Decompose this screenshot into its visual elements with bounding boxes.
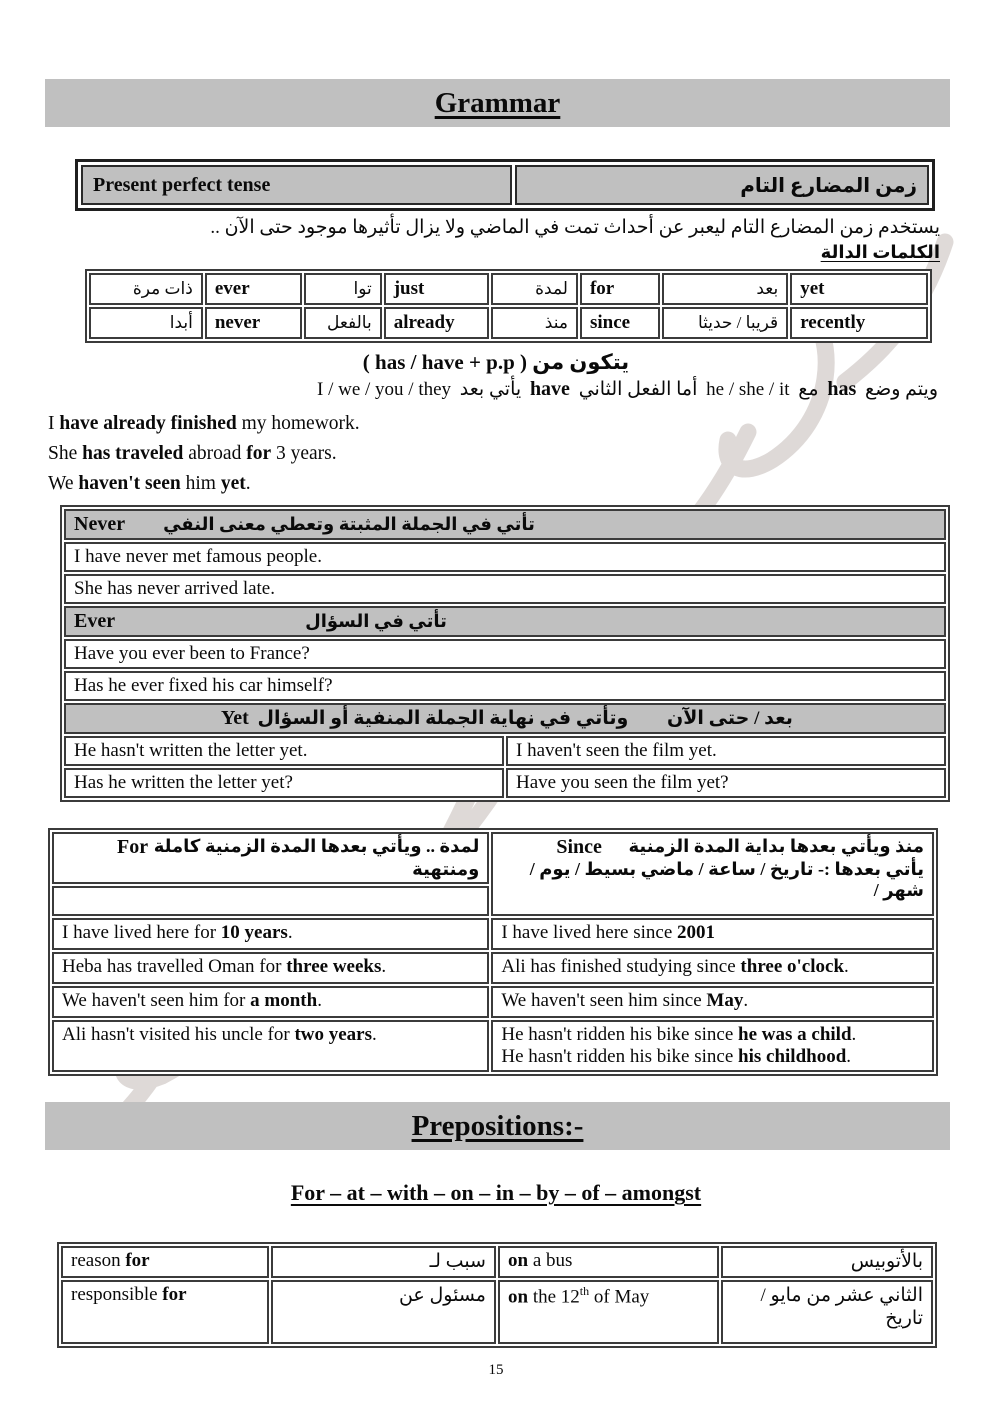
preposition-en: responsible for [61, 1280, 269, 1344]
since-note-line1: منذ ويأتي بعدها بداية المدة الزمنية [628, 836, 924, 856]
keyword-en: just [384, 273, 490, 305]
preposition-row [61, 1280, 933, 1344]
present-perfect-title-en: Present perfect tense [81, 165, 512, 205]
keyword-en: for [580, 273, 660, 305]
for-since-row [52, 1020, 934, 1072]
keyword-en: yet [790, 273, 928, 305]
yet-header [64, 703, 946, 734]
usage-ar-4: يأتي بعد [459, 379, 522, 400]
never-example: I have never met famous people. [64, 542, 946, 572]
keywords-label: الكلمات الدالة [820, 242, 940, 262]
for-since-row [52, 986, 934, 1018]
preposition-ar: سبب لـ [271, 1246, 496, 1278]
usage-line [0, 378, 992, 401]
yet-header-row [64, 703, 946, 734]
ever-example: Has he ever fixed his car himself? [64, 671, 946, 701]
yet-note-ar-right: بعد / حتى الآن [667, 708, 793, 729]
keyword-ar: لمدة [491, 273, 578, 305]
since-header [491, 832, 934, 916]
keyword-en: already [384, 307, 490, 339]
never-example: She has never arrived late. [64, 574, 946, 604]
since-example: He hasn't ridden his bike since he was a child. He hasn't ridden his bike since his childhood. [491, 1020, 934, 1072]
never-header [64, 509, 946, 540]
preposition-ar: بالأتوبيس [721, 1246, 933, 1278]
usage-pronouns: I / we / you / they [317, 379, 452, 400]
preposition-en: on a bus [498, 1246, 719, 1278]
since-example: Ali has finished studying since three o'clock. [491, 952, 934, 984]
never-note-ar: تأتي في الجملة المثبتة وتعطي معنى النفي [163, 514, 535, 534]
usage-he-she-it: he / she / it [706, 379, 790, 400]
yet-example: Have you seen the film yet? [506, 768, 946, 798]
usage-ar-2: مع [798, 379, 819, 400]
keywords-row-1 [89, 273, 928, 305]
keyword-ar: قريبا / حديثا [662, 307, 788, 339]
keyword-en: never [205, 307, 302, 339]
usage-ar-3: أما الفعل الثاني [578, 379, 698, 400]
never-header-row [64, 509, 946, 540]
keyword-ar: منذ [491, 307, 578, 339]
yet-example-row [64, 736, 946, 766]
since-note-line2: يأتي بعدها :- تاريخ / ساعة / ماضي بسيط / يوم / شهر / [529, 859, 924, 900]
present-perfect-title-table [75, 159, 935, 211]
preposition-ar: الثاني عشر من مايو / تاريخ [721, 1280, 933, 1344]
grammar-banner [45, 79, 950, 127]
ever-header [64, 606, 946, 637]
keyword-ar: بالفعل [304, 307, 382, 339]
for-example: I have lived here for 10 years. [52, 918, 489, 950]
for-empty-cell [52, 886, 489, 916]
keyword-ar: توا [304, 273, 382, 305]
never-word: Never [74, 513, 126, 535]
prepositions-subtitle: For – at – with – on – in – by – of – amongst [290, 1180, 702, 1205]
keywords-table [85, 269, 932, 343]
preposition-en: on the 12th of May [498, 1280, 719, 1344]
prepositions-banner [45, 1102, 950, 1150]
example-sentence: I have already finished my homework. [48, 413, 360, 434]
yet-example-row [64, 768, 946, 798]
since-example: We haven't seen him since May. [491, 986, 934, 1018]
usage-has: has [827, 378, 857, 400]
present-perfect-title-ar: زمن المضارع التام [515, 165, 929, 205]
for-since-row [52, 952, 934, 984]
ever-example: Have you ever been to France? [64, 639, 946, 669]
preposition-ar: مسئول عن [271, 1280, 496, 1344]
since-example: I have lived here since 2001 [491, 918, 934, 950]
present-perfect-description: يستخدم زمن المضارع التام ليعبر عن أحداث تمت في الماضي ولا يزال تأثيرها موجود حتى الآن .. [210, 217, 940, 238]
yet-note-ar: وتأتي في نهاية الجملة المنفية أو السؤال [257, 708, 629, 729]
for-note-line2: ومنتهية [412, 859, 480, 879]
formation-ar: يتكون من [532, 350, 630, 374]
keyword-en: recently [790, 307, 928, 339]
for-note-line1: لمدة .. ويأتي بعدها المدة الزمنية كاملة [153, 836, 480, 856]
preposition-en: reason for [61, 1246, 269, 1278]
yet-example: Has he written the letter yet? [64, 768, 504, 798]
page-title: Grammar [434, 86, 561, 119]
example-sentence: We haven't seen him yet. [48, 473, 251, 494]
usage-have: have [529, 378, 570, 400]
formation-en: ( has / have + p.p ) [362, 350, 528, 374]
since-word: Since [556, 836, 602, 858]
for-example: We haven't seen him for a month. [52, 986, 489, 1018]
example-sentence: She has traveled abroad for 3 years. [48, 443, 337, 464]
for-example: Ali hasn't visited his uncle for two years. [52, 1020, 489, 1072]
for-since-row [52, 918, 934, 950]
usage-ar-1: ويتم وضع [864, 379, 938, 400]
ever-note-ar: تأتي في السؤال [305, 611, 447, 631]
for-header [52, 832, 489, 884]
keyword-en: since [580, 307, 660, 339]
yet-example: He hasn't written the letter yet. [64, 736, 504, 766]
for-word: For [117, 836, 149, 858]
preposition-row [61, 1246, 933, 1278]
keyword-ar: ذات مرة [89, 273, 203, 305]
for-example: Heba has travelled Oman for three weeks. [52, 952, 489, 984]
example-sentences [48, 409, 992, 499]
keyword-ar: بعد [662, 273, 788, 305]
keyword-ar: أبدا [89, 307, 203, 339]
prepositions-table [57, 1242, 937, 1348]
page-number: 15 [488, 1362, 504, 1378]
adverbs-table [60, 505, 950, 802]
keyword-en: ever [205, 273, 302, 305]
ever-header-row [64, 606, 946, 637]
keywords-row-2 [89, 307, 928, 339]
for-since-table [48, 828, 938, 1076]
formation-line [0, 350, 992, 375]
yet-word: Yet [221, 707, 249, 729]
ever-word: Ever [74, 610, 116, 632]
prepositions-title: Prepositions:- [411, 1109, 584, 1142]
yet-example: I haven't seen the film yet. [506, 736, 946, 766]
for-since-header-row [52, 832, 934, 884]
